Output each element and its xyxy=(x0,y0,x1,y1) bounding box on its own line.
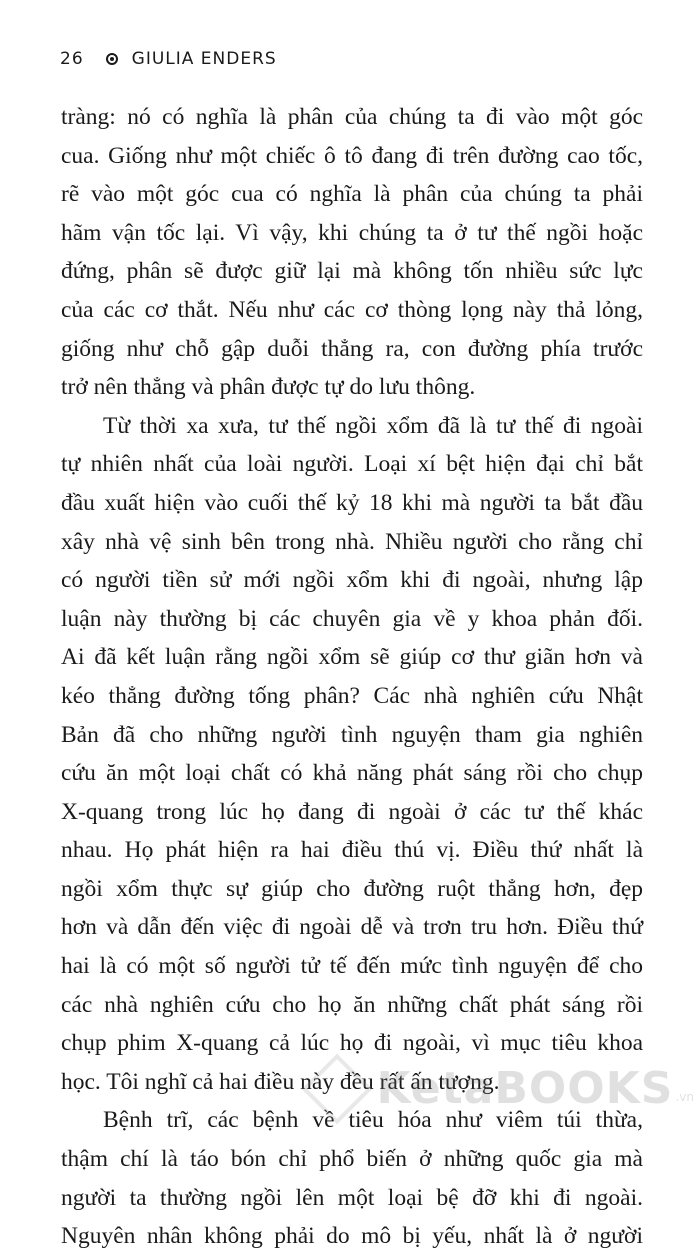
author-name: GIULIA ENDERS xyxy=(131,49,277,69)
text-line: X-quang trong lúc họ đang đi ngoài ở các tư thế khác xyxy=(61,798,643,825)
text-line: hơn và dẫn đến việc đi ngoài dễ và trơn tru hơn. Điều thứ xyxy=(61,914,643,941)
text-line: thậm chí là táo bón chỉ phổ biến ở những quốc gia mà xyxy=(61,1146,643,1173)
text-line: tràng: nó có nghĩa là phân của chúng ta đi vào một góc xyxy=(61,104,643,130)
text-line: cứu ăn một loại chất có khả năng phát sáng rồi cho chụp xyxy=(61,760,643,787)
text-line: người ta thường ngồi lên một loại bệ đỡ khi đi ngoài. xyxy=(61,1184,643,1211)
text-line: tự nhiên nhất của loài người. Loại xí bệt hiện đại chỉ bắt xyxy=(61,451,643,478)
paragraph-end-line: trở nên thẳng và phân được tự do lưu thông. xyxy=(61,374,476,401)
text-line: đứng, phân sẽ được giữ lại mà không tốn nhiều sức lực xyxy=(61,258,643,285)
watermark-text: KetaBOOKS xyxy=(376,1063,674,1114)
text-line: hai là có một số người tử tế đến mức tình nguyện để cho xyxy=(61,953,643,980)
paragraph-start-line: Từ thời xa xưa, tư thế ngồi xổm đã là tư thế đi ngoài xyxy=(103,412,643,439)
text-line: của các cơ thắt. Nếu như các cơ thòng lọng này thả lỏng, xyxy=(61,296,643,323)
circle-ornament-icon xyxy=(106,53,118,65)
text-line: ngồi xổm thực sự giúp cho đường ruột thẳng hơn, đẹp xyxy=(61,875,643,902)
text-line: Ai đã kết luận rằng ngồi xổm sẽ giúp cơ thư giãn hơn và xyxy=(61,644,643,671)
text-line: các nhà nghiên cứu cho họ ăn những chất phát sáng rồi xyxy=(61,991,643,1018)
paragraph-end-line: học. Tôi nghĩ cả hai điều này đều rất ấn tượng. xyxy=(61,1068,500,1095)
text-line: xây nhà vệ sinh bên trong nhà. Nhiều người cho rằng chỉ xyxy=(61,528,643,555)
text-line: đầu xuất hiện vào cuối thế kỷ 18 khi mà người ta bắt đầu xyxy=(61,489,643,516)
text-line: kéo thẳng đường tống phân? Các nhà nghiên cứu Nhật xyxy=(61,682,643,709)
text-line: luận này thường bị các chuyên gia về y khoa phản đối. xyxy=(61,605,643,632)
watermark-suffix: .vn xyxy=(675,1090,694,1104)
running-header xyxy=(60,44,277,74)
text-line: có người tiền sử mới ngồi xổm khi đi ngoài, nhưng lập xyxy=(61,567,643,594)
watermark xyxy=(312,1063,694,1114)
paragraph-start-line: Bệnh trĩ, các bệnh về tiêu hóa như viêm túi thừa, xyxy=(103,1107,643,1134)
text-line: nhau. Họ phát hiện ra hai điều thú vị. Điều thứ nhất là xyxy=(61,837,643,864)
page-number: 26 xyxy=(60,49,84,69)
text-line: rẽ vào một góc cua có nghĩa là phân của chúng ta phải xyxy=(61,181,643,208)
text-line: Bản đã cho những người tình nguyện tham gia nghiên xyxy=(61,721,643,748)
watermark-logo-icon xyxy=(302,1053,373,1124)
text-line: chụp phim X-quang cả lúc họ đi ngoài, vì mục tiêu khoa xyxy=(61,1030,643,1057)
text-line: cua. Giống như một chiếc ô tô đang đi trên đường cao tốc, xyxy=(61,142,643,169)
text-line: Nguyên nhân không phải do mô bị yếu, nhất là ở người xyxy=(61,1223,643,1250)
text-line: hãm vận tốc lại. Vì vậy, khi chúng ta ở tư thế ngồi hoặc xyxy=(61,219,643,246)
text-line: giống như chỗ gập duỗi thẳng ra, con đường phía trước xyxy=(61,335,643,362)
